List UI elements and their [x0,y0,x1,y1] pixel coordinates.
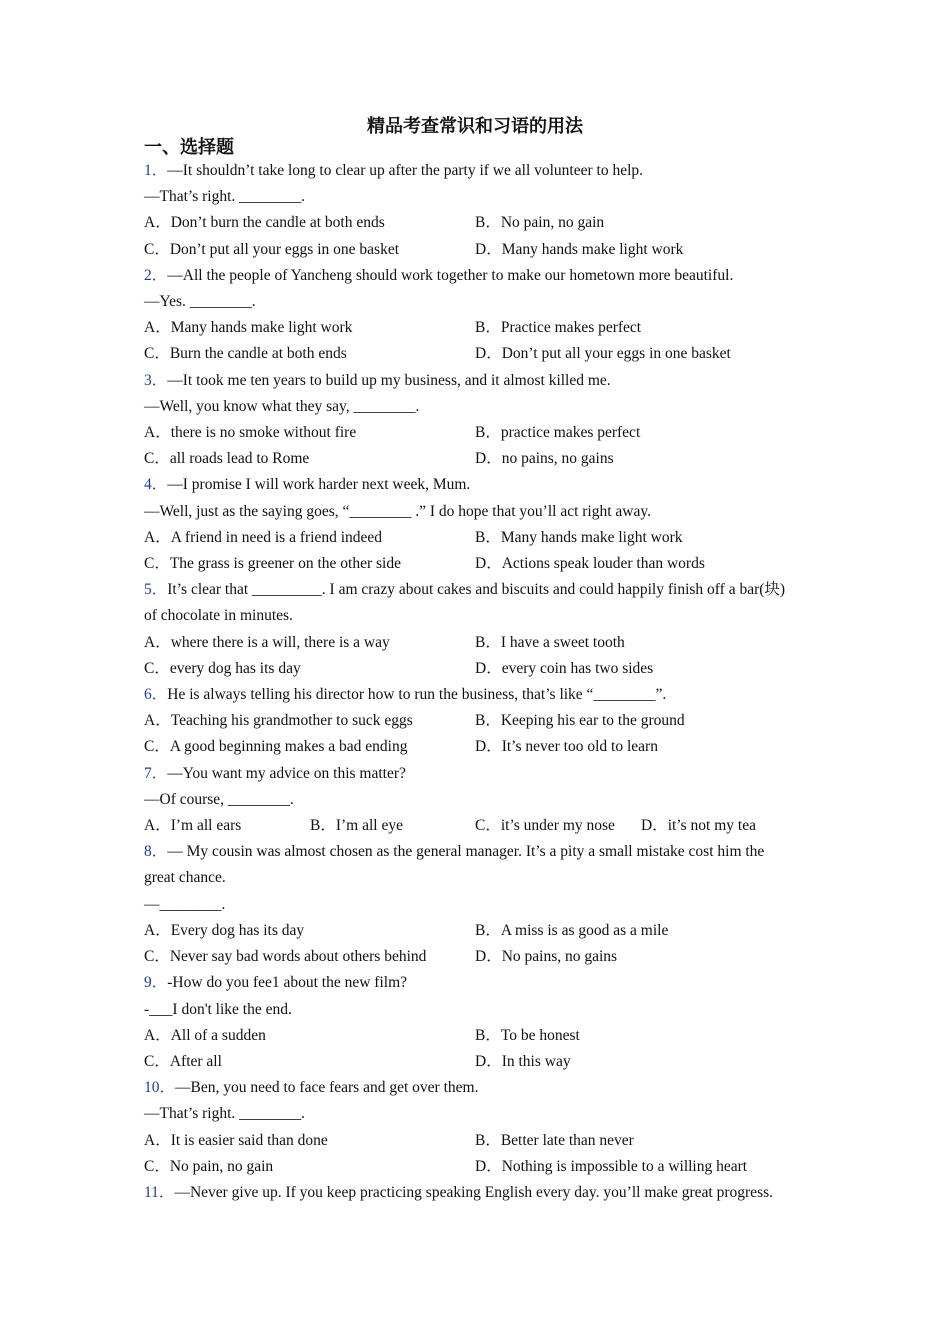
question-stem: 8．— My cousin was almost chosen as the general manager. It’s a pity a small mistake cost him the great chance. [144,843,765,887]
option-a[interactable]: A．Teaching his grandmother to suck eggs [144,712,413,730]
question-reply: —Well, just as the saying goes, “________ .” I do hope that you’ll act right away. [144,502,651,520]
option-row [144,315,794,341]
question-stem: 4．—I promise I will work harder next week, Mum. [144,476,471,494]
question-number: 7． [144,764,168,782]
question-number: 4． [144,476,168,494]
option-row [144,944,794,970]
option-c[interactable]: C．No pain, no gain [144,1157,274,1175]
question-number: 11． [144,1183,175,1201]
question-reply: —That’s right. ________. [144,188,306,206]
question-reply: —________. [144,895,226,913]
option-a[interactable]: A．Many hands make light work [144,319,353,337]
question-1 [144,158,794,263]
option-row [144,1023,794,1049]
question-stem: 3．—It took me ten years to build up my business, and it almost killed me. [144,371,611,389]
option-b[interactable]: B．I’m all eye [310,817,403,835]
option-row [144,1049,794,1075]
option-c[interactable]: C．A good beginning makes a bad ending [144,738,408,756]
option-row [144,446,794,472]
question-4 [144,472,794,577]
option-row [144,420,794,446]
option-c[interactable]: C．Don’t put all your eggs in one basket [144,240,400,258]
option-a[interactable]: A．there is no smoke without fire [144,424,357,442]
option-d[interactable]: D．In this way [475,1052,571,1070]
option-c[interactable]: C．every dog has its day [144,659,301,677]
option-d[interactable]: D．it’s not my tea [641,817,756,835]
question-stem: 9．-How do you fee1 about the new film? [144,974,408,992]
question-5 [144,577,794,682]
option-row [144,525,794,551]
question-reply: —Yes. ________. [144,293,256,311]
question-reply: —Well, you know what they say, ________. [144,397,420,415]
option-c[interactable]: C．all roads lead to Rome [144,450,310,468]
option-row [144,708,794,734]
option-a[interactable]: A．A friend in need is a friend indeed [144,528,383,546]
option-row [144,656,794,682]
question-10 [144,1075,794,1180]
question-9 [144,970,794,1075]
option-c[interactable]: C．The grass is greener on the other side [144,555,401,573]
option-a[interactable]: A．It is easier said than done [144,1131,328,1149]
option-b[interactable]: B．No pain, no gain [475,214,605,232]
question-reply: —Of course, ________. [144,790,294,808]
option-c[interactable]: C．it’s under my nose [475,817,615,835]
question-number: 6． [144,686,168,704]
option-a[interactable]: A．I’m all ears [144,817,242,835]
option-b[interactable]: B．A miss is as good as a mile [475,921,669,939]
question-stem: 6．He is always telling his director how to run the business, that’s like “________”. [144,686,667,704]
option-row [144,210,794,236]
option-d[interactable]: D．Don’t put all your eggs in one basket [475,345,731,363]
question-2 [144,263,794,368]
option-row [144,237,794,263]
option-c[interactable]: C．Never say bad words about others behind [144,948,427,966]
question-number: 1． [144,162,168,179]
option-row [144,813,794,839]
question-stem: 1．—It shouldn’t take long to clear up after the party if we all volunteer to help. [144,162,644,179]
option-row [144,551,794,577]
option-b[interactable]: B．Practice makes perfect [475,319,642,337]
option-row [144,1128,794,1154]
option-row [144,630,794,656]
question-number: 3． [144,371,168,389]
option-d[interactable]: D．Actions speak louder than words [475,555,705,573]
question-stem: 7．—You want my advice on this matter? [144,764,406,782]
question-reply: —That’s right. ________. [144,1105,306,1123]
option-d[interactable]: D．Nothing is impossible to a willing heart [475,1157,748,1175]
option-d[interactable]: D．It’s never too old to learn [475,738,658,756]
section-heading: 一、选择题 [144,137,234,157]
option-row [144,341,794,367]
option-b[interactable]: B．Better late than never [475,1131,634,1149]
question-6 [144,682,794,761]
option-c[interactable]: C．Burn the candle at both ends [144,345,347,363]
question-stem: 11．—Never give up. If you keep practicing speaking English every day. you’ll make great progress. [144,1183,774,1201]
option-row [144,1154,794,1180]
option-b[interactable]: B．To be honest [475,1026,580,1044]
option-d[interactable]: D．No pains, no gains [475,948,618,966]
option-a[interactable]: A．Don’t burn the candle at both ends [144,214,385,232]
question-number: 9． [144,974,168,992]
option-b[interactable]: B．I have a sweet tooth [475,633,625,651]
option-d[interactable]: D．Many hands make light work [475,240,684,258]
option-b[interactable]: B．practice makes perfect [475,424,641,442]
option-d[interactable]: D．no pains, no gains [475,450,614,468]
option-row [144,918,794,944]
option-d[interactable]: D．every coin has two sides [475,659,654,677]
option-a[interactable]: A．Every dog has its day [144,921,305,939]
question-7 [144,761,794,840]
option-b[interactable]: B．Many hands make light work [475,528,683,546]
document-page [144,114,794,1206]
question-stem: 5．It’s clear that _________. I am crazy about cakes and biscuits and could happily finish off a bar(块) of chocolate in minutes. [144,581,786,625]
question-number: 2． [144,266,168,284]
question-number: 5． [144,581,168,599]
question-3 [144,368,794,473]
page-title: 精品考查常识和习语的用法 [367,116,583,136]
question-stem: 2．—All the people of Yancheng should work together to make our hometown more beautiful. [144,266,734,284]
question-8 [144,839,794,970]
option-c[interactable]: C．After all [144,1052,222,1070]
option-a[interactable]: A．All of a sudden [144,1026,266,1044]
question-number: 10． [144,1079,176,1097]
option-a[interactable]: A．where there is a will, there is a way [144,633,390,651]
question-number: 8． [144,843,168,861]
option-row [144,734,794,760]
option-b[interactable]: B．Keeping his ear to the ground [475,712,685,730]
question-stem: 10．—Ben, you need to face fears and get over them. [144,1079,479,1097]
question-11 [144,1180,794,1206]
question-reply: -___I don't like the end. [144,1000,292,1018]
